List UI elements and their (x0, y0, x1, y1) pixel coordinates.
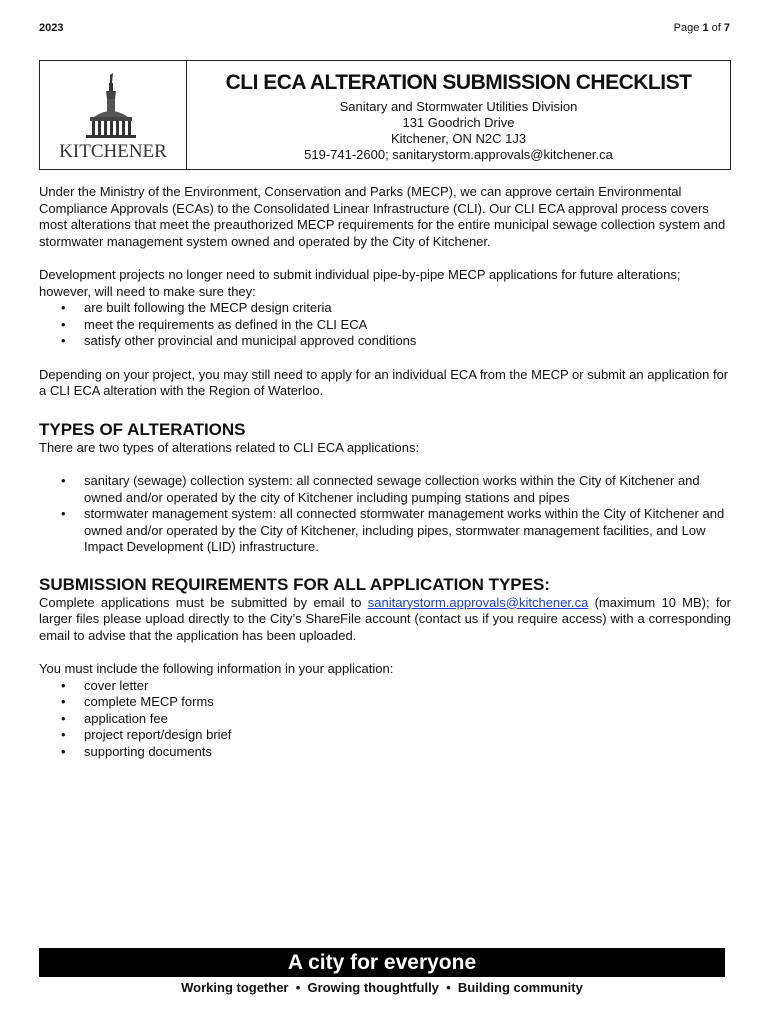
list-item: • project report/design brief (39, 727, 731, 744)
email-link[interactable]: sanitarystorm.approvals@kitchener.ca (367, 594, 589, 610)
list-item: • are built following the MECP design criteria (39, 300, 731, 317)
intro-bullet-list (39, 300, 731, 350)
document-title: CLI ECA ALTERATION SUBMISSION CHECKLIST (225, 71, 692, 94)
submission-bullet-list (39, 678, 731, 761)
list-item: • meet the requirements as defined in the CLI ECA (39, 317, 731, 334)
page-indicator: Page 1 of 7 (673, 22, 730, 34)
title-cell (187, 61, 730, 169)
footer-tagline: Working together • Growing thoughtfully • Building community (181, 980, 583, 995)
submission-paragraph: Complete applications must be submitted by email to sanitarystorm.approvals@kitchener.ca (maximum 10 MB); for larger files please upload directly to the City’s ShareFile account (contact us if you require access) with a corresponding email to advise that the application has been uploaded. (39, 594, 731, 643)
city-address: Kitchener, ON N2C 1J3 (390, 131, 527, 146)
intro-paragraph-1: Under the Ministry of the Environment, Conservation and Parks (MECP), we can approve certain Environmental Compliance Approvals (ECAs) to the Consolidated Linear Infrastructure (CLI). Our CLI ECA approval process covers most alterations that meet the preauthorized MECP requirements for the entire municipal sewage collection system and stormwater management system owned and operated by the City of Kitchener. (39, 184, 726, 249)
types-bullet-list (39, 473, 731, 556)
submission-heading: SUBMISSION REQUIREMENTS FOR ALL APPLICATION TYPES: (39, 574, 550, 594)
list-item: • sanitary (sewage) collection system: all connected sewage collection works within the City of Kitchener and owned and/or operated by the city of Kitchener including pumping stations and pipes (39, 473, 731, 506)
svg-text:KITCHENER: KITCHENER (59, 141, 167, 161)
list-item: • supporting documents (39, 744, 731, 761)
page-header (39, 22, 730, 40)
list-item: • complete MECP forms (39, 694, 731, 711)
list-item: • satisfy other provincial and municipal approved conditions (39, 333, 731, 350)
document-year: 2023 (39, 22, 64, 34)
intro-paragraph-2: Development projects no longer need to submit individual pipe-by-pipe MECP applications for future alterations; however, will need to make sure they: (39, 267, 681, 299)
division-name: Sanitary and Stormwater Utilities Division (339, 99, 578, 114)
list-item: • stormwater management system: all connected stormwater management works within the City of Kitchener and owned and/or operated by the City of Kitchener, including pipes, stormwater management facilities, and Low Impact Development (LID) infrastructure. (39, 506, 731, 556)
list-item: • application fee (39, 711, 731, 728)
title-block (39, 60, 731, 170)
kitchener-logo (40, 61, 187, 169)
intro-paragraph-3: Depending on your project, you may still need to apply for an individual ECA from the MECP or submit an application for a CLI ECA alteration with the Region of Waterloo. (39, 366, 729, 398)
document-body (39, 184, 731, 760)
footer-slogan-band: A city for everyone (39, 948, 725, 977)
types-heading: TYPES OF ALTERATIONS (39, 419, 246, 439)
submission-lead: You must include the following information in your application: (39, 661, 394, 676)
street-address: 131 Goodrich Drive (402, 115, 515, 130)
list-item: • cover letter (39, 678, 731, 695)
contact-info: 519-741-2600; sanitarystorm.approvals@kitchener.ca (304, 147, 613, 162)
types-lead: There are two types of alterations related to CLI ECA applications: (39, 439, 420, 455)
